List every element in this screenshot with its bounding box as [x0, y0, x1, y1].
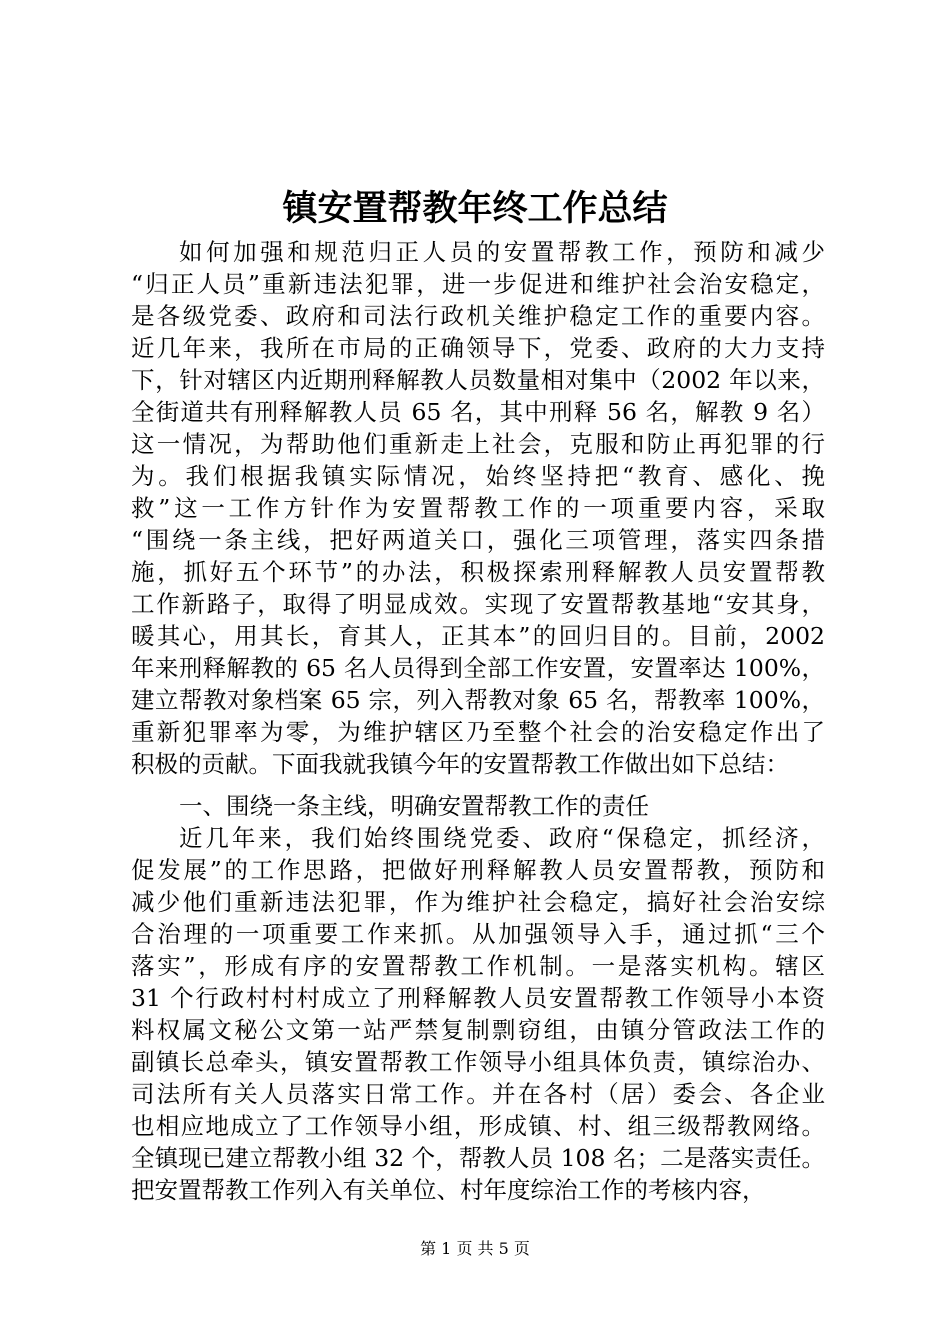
text-line: 把安置帮教工作列入有关单位、村年度综治工作的考核内容， — [131, 1176, 766, 1204]
text-line: 全镇现已建立帮教小组 32 个，帮教人员 108 名；二是落实责任。 — [131, 1144, 825, 1172]
text-line: 工作新路子，取得了明显成效。实现了安置帮教基地“安其身， — [131, 590, 825, 618]
text-line: 重新犯罪率为零，为维护辖区乃至整个社会的治安稳定作出了 — [131, 718, 825, 746]
text-line: 副镇长总牵头，镇安置帮教工作领导小组具体负责，镇综治办、 — [131, 1048, 825, 1076]
intro-paragraph — [131, 236, 825, 780]
text-line: 全街道共有刑释解教人员 65 名，其中刑释 56 名，解教 9 名） — [131, 398, 825, 426]
document-title: 镇安置帮教年终工作总结 — [282, 188, 668, 229]
text-line: “归正人员”重新违法犯罪，进一步促进和维护社会治安稳定， — [131, 270, 825, 298]
text-line: “围绕一条主线，把好两道关口，强化三项管理，落实四条措 — [131, 526, 825, 554]
text-line: 31 个行政村村村成立了刑释解教人员安置帮教工作领导小本资 — [131, 984, 825, 1012]
text-line: 救”这一工作方针作为安置帮教工作的一项重要内容，采取 — [131, 494, 825, 522]
text-line: 暖其心，用其长，育其人，正其本”的回归目的。目前，2002 — [131, 622, 825, 650]
text-line: 近几年来，我所在市局的正确领导下，党委、政府的大力支持 — [131, 334, 825, 362]
text-line: 落实”，形成有序的安置帮教工作机制。一是落实机构。辖区 — [131, 952, 825, 980]
page-footer: 第 1 页 共 5 页 — [420, 1239, 530, 1258]
text-line: 合治理的一项重要工作来抓。从加强领导入手，通过抓“三个 — [131, 920, 825, 948]
text-line: 料权属文秘公文第一站严禁复制剽窃组，由镇分管政法工作的 — [131, 1016, 825, 1044]
text-line: 建立帮教对象档案 65 宗，列入帮教对象 65 名，帮教率 100%， — [131, 686, 825, 714]
text-line: 为。我们根据我镇实际情况，始终坚持把“教育、感化、挽 — [131, 462, 825, 490]
section-1-heading-block — [131, 790, 825, 822]
text-line: 减少他们重新违法犯罪，作为维护社会稳定，搞好社会治安综 — [131, 888, 825, 916]
text-line: 如何加强和规范归正人员的安置帮教工作，预防和减少 — [179, 238, 825, 266]
text-line: 促发展”的工作思路，把做好刑释解教人员安置帮教，预防和 — [131, 856, 825, 884]
text-line: 是各级党委、政府和司法行政机关维护稳定工作的重要内容。 — [131, 302, 825, 330]
section-1-paragraph — [131, 822, 825, 1206]
text-line: 也相应地成立了工作领导小组，形成镇、村、组三级帮教网络。 — [131, 1112, 825, 1140]
text-line: 这一情况，为帮助他们重新走上社会，克服和防止再犯罪的行 — [131, 430, 825, 458]
section-1-heading: 一、围绕一条主线，明确安置帮教工作的责任 — [179, 792, 649, 820]
text-line: 近几年来，我们始终围绕党委、政府“保稳定，抓经济， — [179, 824, 825, 852]
text-line: 下，针对辖区内近期刑释解教人员数量相对集中（2002 年以来， — [131, 366, 825, 394]
text-line: 司法所有关人员落实日常工作。并在各村（居）委会、各企业 — [131, 1080, 825, 1108]
text-line: 积极的贡献。下面我就我镇今年的安置帮教工作做出如下总结： — [131, 750, 789, 778]
text-line: 施，抓好五个环节”的办法，积极探索刑释解教人员安置帮教 — [131, 558, 825, 586]
text-line: 年来刑释解教的 65 名人员得到全部工作安置，安置率达 100%， — [131, 654, 825, 682]
